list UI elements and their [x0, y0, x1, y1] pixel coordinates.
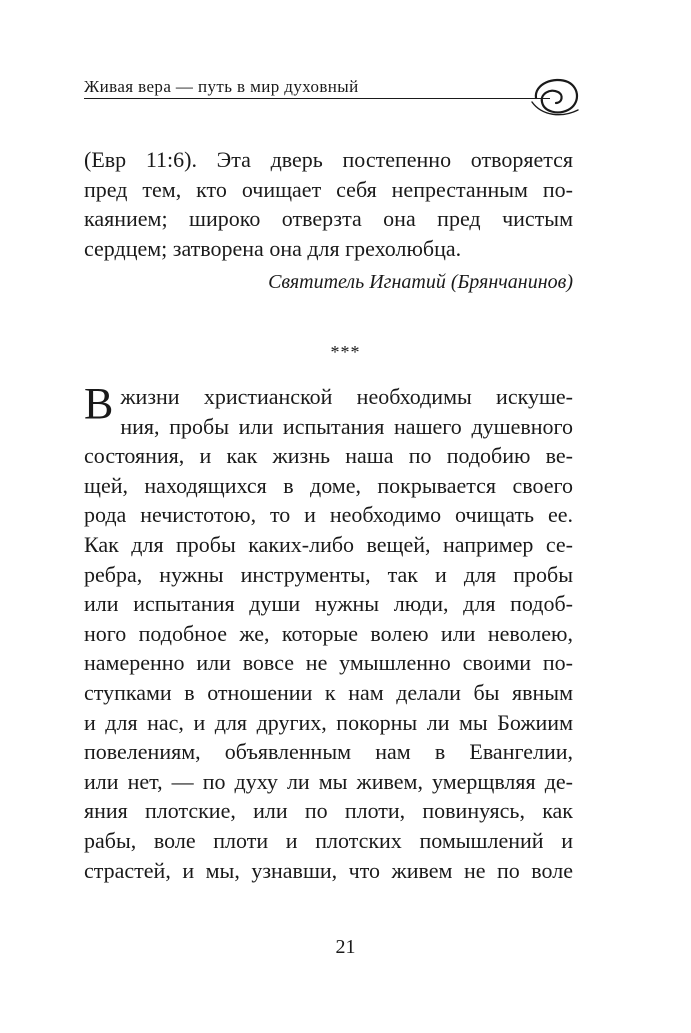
paragraph-line: яния плотские, или по плоти, повинуясь, как: [84, 798, 573, 824]
paragraph-line: рабы, воле плоти и плотских помышлений и: [84, 827, 573, 853]
quote-line: каянием; широко отверзта она пред чистым: [84, 206, 573, 232]
paragraph-line: жизни христианской необходимы искуше-: [120, 384, 573, 409]
paragraph-line: ного подобное же, которые волею или неволею,: [84, 620, 573, 646]
quote-line: сердцем; затворена она для грехолюбца.: [84, 235, 462, 261]
paragraph-line: Как для пробы каких-либо вещей, например се-: [84, 531, 573, 557]
drop-cap: В: [84, 379, 114, 428]
quote-paragraph: [84, 145, 573, 263]
paragraph-line: намеренно или вовсе не умышленно своими по-: [84, 650, 573, 676]
paragraph-line: повелениям, объявленным нам в Евангелии,: [84, 739, 573, 765]
quote-line: пред тем, кто очищает себя непрестанным по-: [84, 176, 573, 202]
running-head: Живая вера — путь в мир духовный: [84, 77, 359, 96]
paragraph-line: или испытания души нужны люди, для подоб-: [84, 591, 573, 617]
flourish-ornament-icon: [528, 72, 584, 120]
page-number: 21: [335, 936, 356, 958]
paragraph-line: ступками в отношении к нам делали бы явным: [84, 679, 573, 705]
paragraph-line: ния, пробы или испытания нашего душевного: [120, 413, 573, 439]
paragraph-line: рода нечистотою, то и необходимо очищать ее.: [84, 502, 573, 528]
paragraph-line: или нет, — по духу ли мы живем, умерщвляя де-: [84, 768, 573, 794]
section-divider: ***: [330, 342, 361, 362]
quote-line: (Евр 11:6). Эта дверь постепенно отворяется: [84, 147, 573, 172]
paragraph-line: ребра, нужны инструменты, так и для пробы: [84, 561, 573, 587]
main-paragraph: [84, 379, 573, 885]
paragraph-line: и для нас, и для других, покорны ли мы Божиим: [84, 709, 573, 735]
quote-attribution: Святитель Игнатий (Брянчанинов): [268, 271, 573, 293]
paragraph-line: щей, находящихся в доме, покрывается своего: [84, 472, 573, 498]
paragraph-line: страстей, и мы, узнавши, что живем не по воле: [84, 857, 573, 883]
paragraph-line: состояния, и как жизнь наша по подобию ве-: [84, 443, 573, 469]
header-rule: [84, 98, 550, 99]
